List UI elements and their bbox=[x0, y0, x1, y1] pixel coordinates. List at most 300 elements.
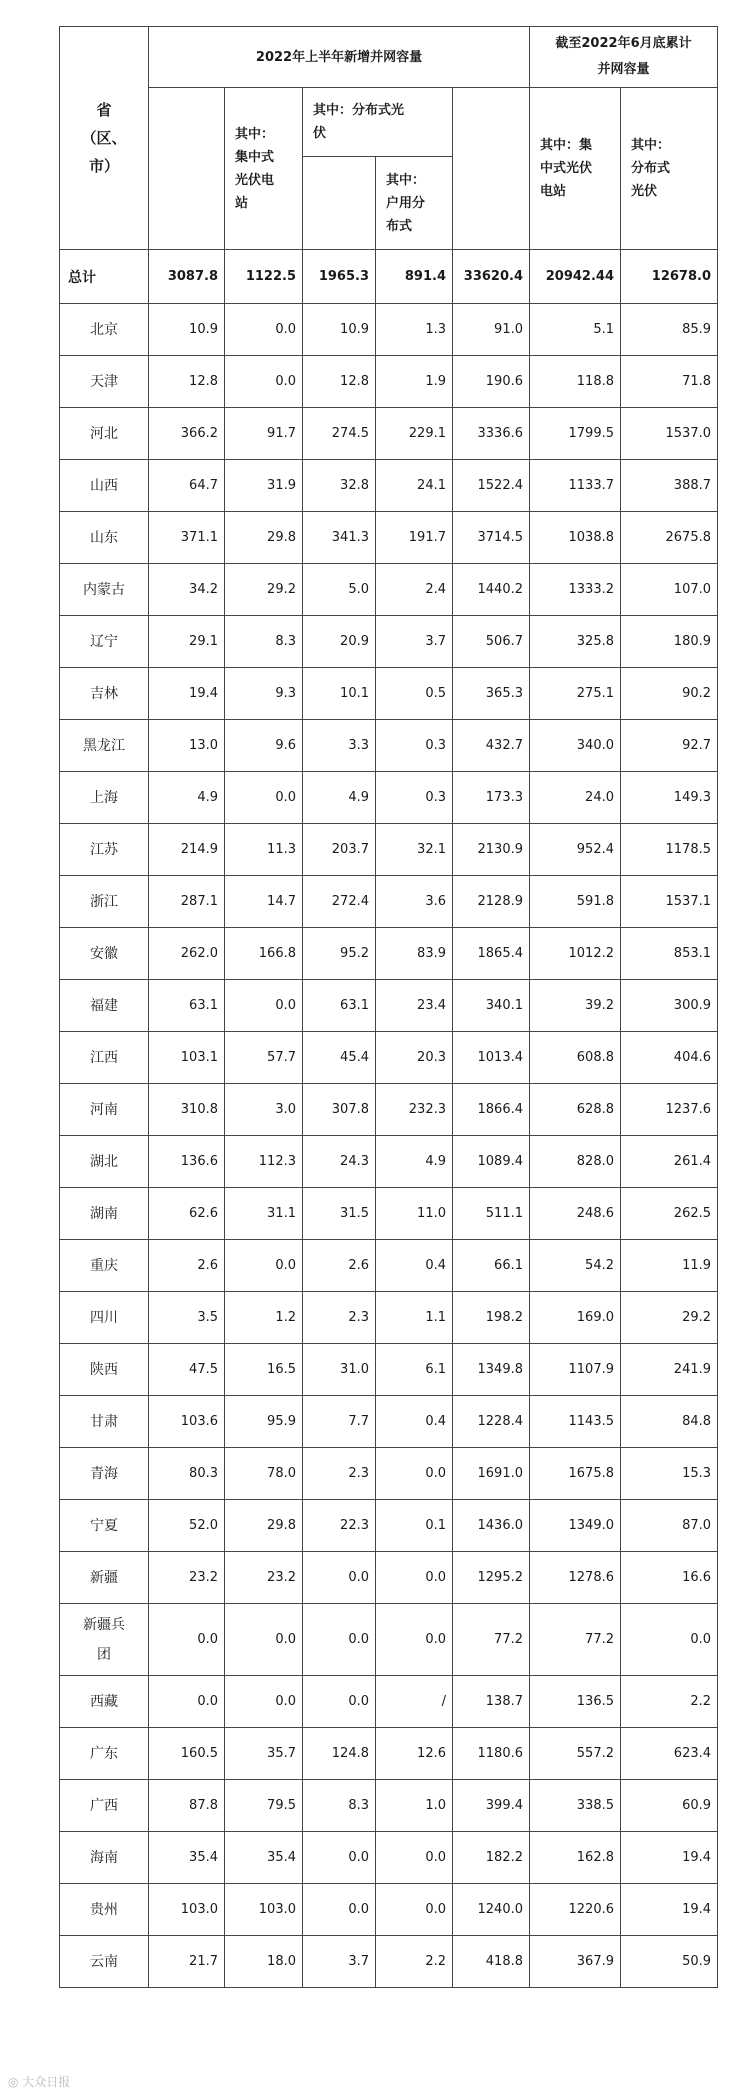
value-cell: 4.9 bbox=[149, 772, 225, 824]
value-cell: 22.3 bbox=[303, 1500, 376, 1552]
table-row bbox=[60, 1136, 718, 1188]
value-cell: 1.9 bbox=[376, 356, 453, 408]
value-cell: 0.5 bbox=[376, 668, 453, 720]
value-cell: 21.7 bbox=[149, 1936, 225, 1988]
value-cell: 1240.0 bbox=[453, 1884, 530, 1936]
value-cell: 2130.9 bbox=[453, 824, 530, 876]
value-cell: 1089.4 bbox=[453, 1136, 530, 1188]
value-cell: 62.6 bbox=[149, 1188, 225, 1240]
value-cell: 0.0 bbox=[376, 1448, 453, 1500]
value-cell: 124.8 bbox=[303, 1728, 376, 1780]
value-cell: 1143.5 bbox=[530, 1396, 621, 1448]
value-cell: 66.1 bbox=[453, 1240, 530, 1292]
total-cell: 12678.0 bbox=[621, 250, 718, 304]
table-row bbox=[60, 720, 718, 772]
value-cell: 557.2 bbox=[530, 1728, 621, 1780]
province-name: 海南 bbox=[60, 1832, 149, 1884]
value-cell: 29.1 bbox=[149, 616, 225, 668]
province-name: 辽宁 bbox=[60, 616, 149, 668]
value-cell: 54.2 bbox=[530, 1240, 621, 1292]
value-cell: 262.5 bbox=[621, 1188, 718, 1240]
value-cell: 4.9 bbox=[376, 1136, 453, 1188]
value-cell: 3.0 bbox=[225, 1084, 303, 1136]
value-cell: 0.0 bbox=[303, 1676, 376, 1728]
value-cell: 341.3 bbox=[303, 512, 376, 564]
value-cell: 2.6 bbox=[149, 1240, 225, 1292]
value-cell: 103.1 bbox=[149, 1032, 225, 1084]
value-cell: 232.3 bbox=[376, 1084, 453, 1136]
table-row bbox=[60, 1500, 718, 1552]
value-cell: 57.7 bbox=[225, 1032, 303, 1084]
value-cell: 1133.7 bbox=[530, 460, 621, 512]
value-cell: 3336.6 bbox=[453, 408, 530, 460]
value-cell: 103.0 bbox=[149, 1884, 225, 1936]
value-cell: 366.2 bbox=[149, 408, 225, 460]
province-name: 江西 bbox=[60, 1032, 149, 1084]
household-header: 其中： 户用分 布式 bbox=[376, 157, 453, 250]
value-cell: / bbox=[376, 1676, 453, 1728]
value-cell: 19.4 bbox=[621, 1832, 718, 1884]
distributed-header: 其中：分布式光 伏 bbox=[303, 88, 453, 157]
province-name: 甘肃 bbox=[60, 1396, 149, 1448]
value-cell: 83.9 bbox=[376, 928, 453, 980]
value-cell: 5.0 bbox=[303, 564, 376, 616]
value-cell: 0.0 bbox=[376, 1832, 453, 1884]
value-cell: 1537.1 bbox=[621, 876, 718, 928]
value-cell: 112.3 bbox=[225, 1136, 303, 1188]
value-cell: 1.0 bbox=[376, 1780, 453, 1832]
value-cell: 399.4 bbox=[453, 1780, 530, 1832]
value-cell: 91.0 bbox=[453, 304, 530, 356]
province-name: 吉林 bbox=[60, 668, 149, 720]
value-cell: 8.3 bbox=[303, 1780, 376, 1832]
province-name: 河南 bbox=[60, 1084, 149, 1136]
value-cell: 3714.5 bbox=[453, 512, 530, 564]
table-row bbox=[60, 460, 718, 512]
value-cell: 2.4 bbox=[376, 564, 453, 616]
cumulative-distributed-header: 其中： 分布式 光伏 bbox=[621, 88, 718, 250]
value-cell: 2.3 bbox=[303, 1292, 376, 1344]
total-row bbox=[60, 250, 718, 304]
table-header bbox=[60, 27, 718, 250]
province-name: 黑龙江 bbox=[60, 720, 149, 772]
value-cell: 11.0 bbox=[376, 1188, 453, 1240]
value-cell: 24.3 bbox=[303, 1136, 376, 1188]
value-cell: 0.0 bbox=[376, 1884, 453, 1936]
value-cell: 90.2 bbox=[621, 668, 718, 720]
value-cell: 23.2 bbox=[149, 1552, 225, 1604]
table-row bbox=[60, 980, 718, 1032]
watermark-logo: ◎ 大众日报 bbox=[8, 2075, 71, 2089]
value-cell: 2.2 bbox=[376, 1936, 453, 1988]
province-name: 湖南 bbox=[60, 1188, 149, 1240]
value-cell: 287.1 bbox=[149, 876, 225, 928]
table-row bbox=[60, 1728, 718, 1780]
value-cell: 0.1 bbox=[376, 1500, 453, 1552]
value-cell: 274.5 bbox=[303, 408, 376, 460]
value-cell: 180.9 bbox=[621, 616, 718, 668]
value-cell: 19.4 bbox=[149, 668, 225, 720]
province-name: 山东 bbox=[60, 512, 149, 564]
h1-total-header bbox=[149, 88, 225, 250]
value-cell: 1038.8 bbox=[530, 512, 621, 564]
value-cell: 60.9 bbox=[621, 1780, 718, 1832]
province-name: 江苏 bbox=[60, 824, 149, 876]
value-cell: 853.1 bbox=[621, 928, 718, 980]
value-cell: 248.6 bbox=[530, 1188, 621, 1240]
province-name: 浙江 bbox=[60, 876, 149, 928]
value-cell: 169.0 bbox=[530, 1292, 621, 1344]
value-cell: 34.2 bbox=[149, 564, 225, 616]
table-row bbox=[60, 876, 718, 928]
value-cell: 24.1 bbox=[376, 460, 453, 512]
value-cell: 95.9 bbox=[225, 1396, 303, 1448]
value-cell: 325.8 bbox=[530, 616, 621, 668]
value-cell: 19.4 bbox=[621, 1884, 718, 1936]
value-cell: 160.5 bbox=[149, 1728, 225, 1780]
value-cell: 1349.8 bbox=[453, 1344, 530, 1396]
value-cell: 0.0 bbox=[303, 1832, 376, 1884]
value-cell: 77.2 bbox=[453, 1604, 530, 1676]
value-cell: 1799.5 bbox=[530, 408, 621, 460]
table-row bbox=[60, 408, 718, 460]
value-cell: 29.8 bbox=[225, 512, 303, 564]
value-cell: 166.8 bbox=[225, 928, 303, 980]
value-cell: 1675.8 bbox=[530, 1448, 621, 1500]
value-cell: 47.5 bbox=[149, 1344, 225, 1396]
province-name: 安徽 bbox=[60, 928, 149, 980]
value-cell: 0.0 bbox=[376, 1552, 453, 1604]
value-cell: 15.3 bbox=[621, 1448, 718, 1500]
value-cell: 103.0 bbox=[225, 1884, 303, 1936]
value-cell: 35.4 bbox=[225, 1832, 303, 1884]
value-cell: 214.9 bbox=[149, 824, 225, 876]
value-cell: 191.7 bbox=[376, 512, 453, 564]
value-cell: 0.0 bbox=[303, 1884, 376, 1936]
province-name: 天津 bbox=[60, 356, 149, 408]
value-cell: 71.8 bbox=[621, 356, 718, 408]
value-cell: 628.8 bbox=[530, 1084, 621, 1136]
cumulative-total-header bbox=[453, 88, 530, 250]
table-row bbox=[60, 1832, 718, 1884]
value-cell: 1.3 bbox=[376, 304, 453, 356]
value-cell: 32.8 bbox=[303, 460, 376, 512]
value-cell: 2675.8 bbox=[621, 512, 718, 564]
value-cell: 10.9 bbox=[303, 304, 376, 356]
province-name: 山西 bbox=[60, 460, 149, 512]
value-cell: 29.2 bbox=[225, 564, 303, 616]
total-cell: 891.4 bbox=[376, 250, 453, 304]
table-row bbox=[60, 1084, 718, 1136]
table-row bbox=[60, 1448, 718, 1500]
value-cell: 32.1 bbox=[376, 824, 453, 876]
province-name: 北京 bbox=[60, 304, 149, 356]
table-row bbox=[60, 928, 718, 980]
province-name: 宁夏 bbox=[60, 1500, 149, 1552]
value-cell: 2.2 bbox=[621, 1676, 718, 1728]
value-cell: 338.5 bbox=[530, 1780, 621, 1832]
cumulative-group-header: 截至2022年6月底累计 并网容量 bbox=[530, 27, 718, 88]
value-cell: 1180.6 bbox=[453, 1728, 530, 1780]
province-name: 新疆 bbox=[60, 1552, 149, 1604]
table-row bbox=[60, 1604, 718, 1676]
value-cell: 91.7 bbox=[225, 408, 303, 460]
value-cell: 3.7 bbox=[303, 1936, 376, 1988]
value-cell: 0.0 bbox=[225, 356, 303, 408]
value-cell: 0.0 bbox=[149, 1676, 225, 1728]
value-cell: 107.0 bbox=[621, 564, 718, 616]
value-cell: 0.0 bbox=[303, 1552, 376, 1604]
value-cell: 31.5 bbox=[303, 1188, 376, 1240]
province-name: 西藏 bbox=[60, 1676, 149, 1728]
total-cell: 1965.3 bbox=[303, 250, 376, 304]
value-cell: 3.3 bbox=[303, 720, 376, 772]
value-cell: 136.6 bbox=[149, 1136, 225, 1188]
value-cell: 20.3 bbox=[376, 1032, 453, 1084]
value-cell: 1440.2 bbox=[453, 564, 530, 616]
value-cell: 12.6 bbox=[376, 1728, 453, 1780]
value-cell: 2.3 bbox=[303, 1448, 376, 1500]
value-cell: 78.0 bbox=[225, 1448, 303, 1500]
table-row bbox=[60, 1676, 718, 1728]
table-row bbox=[60, 1032, 718, 1084]
province-name: 上海 bbox=[60, 772, 149, 824]
value-cell: 198.2 bbox=[453, 1292, 530, 1344]
value-cell: 432.7 bbox=[453, 720, 530, 772]
table-row bbox=[60, 616, 718, 668]
value-cell: 365.3 bbox=[453, 668, 530, 720]
cumulative-centralized-header: 其中：集 中式光伏 电站 bbox=[530, 88, 621, 250]
province-header: 省 （区、 市） bbox=[60, 27, 149, 250]
value-cell: 5.1 bbox=[530, 304, 621, 356]
value-cell: 11.3 bbox=[225, 824, 303, 876]
value-cell: 3.7 bbox=[376, 616, 453, 668]
value-cell: 18.0 bbox=[225, 1936, 303, 1988]
table-row bbox=[60, 1344, 718, 1396]
table-row bbox=[60, 512, 718, 564]
table-row bbox=[60, 1936, 718, 1988]
value-cell: 31.1 bbox=[225, 1188, 303, 1240]
value-cell: 275.1 bbox=[530, 668, 621, 720]
value-cell: 0.0 bbox=[376, 1604, 453, 1676]
value-cell: 367.9 bbox=[530, 1936, 621, 1988]
value-cell: 13.0 bbox=[149, 720, 225, 772]
table-row bbox=[60, 356, 718, 408]
value-cell: 1349.0 bbox=[530, 1500, 621, 1552]
value-cell: 11.9 bbox=[621, 1240, 718, 1292]
value-cell: 16.5 bbox=[225, 1344, 303, 1396]
value-cell: 0.0 bbox=[225, 1604, 303, 1676]
total-cell: 1122.5 bbox=[225, 250, 303, 304]
value-cell: 1.1 bbox=[376, 1292, 453, 1344]
total-cell: 20942.44 bbox=[530, 250, 621, 304]
value-cell: 1295.2 bbox=[453, 1552, 530, 1604]
distributed-total-header bbox=[303, 157, 376, 250]
province-name: 云南 bbox=[60, 1936, 149, 1988]
value-cell: 1333.2 bbox=[530, 564, 621, 616]
value-cell: 371.1 bbox=[149, 512, 225, 564]
province-name: 内蒙古 bbox=[60, 564, 149, 616]
value-cell: 149.3 bbox=[621, 772, 718, 824]
value-cell: 229.1 bbox=[376, 408, 453, 460]
value-cell: 9.3 bbox=[225, 668, 303, 720]
province-name: 广西 bbox=[60, 1780, 149, 1832]
province-name: 广东 bbox=[60, 1728, 149, 1780]
value-cell: 0.0 bbox=[225, 1240, 303, 1292]
value-cell: 92.7 bbox=[621, 720, 718, 772]
province-name: 重庆 bbox=[60, 1240, 149, 1292]
value-cell: 1278.6 bbox=[530, 1552, 621, 1604]
value-cell: 262.0 bbox=[149, 928, 225, 980]
value-cell: 136.5 bbox=[530, 1676, 621, 1728]
table-row bbox=[60, 1884, 718, 1936]
value-cell: 79.5 bbox=[225, 1780, 303, 1832]
province-name: 青海 bbox=[60, 1448, 149, 1500]
value-cell: 203.7 bbox=[303, 824, 376, 876]
value-cell: 118.8 bbox=[530, 356, 621, 408]
value-cell: 0.0 bbox=[225, 304, 303, 356]
value-cell: 0.0 bbox=[149, 1604, 225, 1676]
value-cell: 23.2 bbox=[225, 1552, 303, 1604]
total-label: 总计 bbox=[60, 250, 149, 304]
province-name: 湖北 bbox=[60, 1136, 149, 1188]
value-cell: 35.7 bbox=[225, 1728, 303, 1780]
value-cell: 506.7 bbox=[453, 616, 530, 668]
value-cell: 0.0 bbox=[225, 1676, 303, 1728]
value-cell: 12.8 bbox=[303, 356, 376, 408]
value-cell: 29.8 bbox=[225, 1500, 303, 1552]
centralized-header: 其中： 集中式 光伏电 站 bbox=[225, 88, 303, 250]
value-cell: 1522.4 bbox=[453, 460, 530, 512]
value-cell: 1866.4 bbox=[453, 1084, 530, 1136]
value-cell: 591.8 bbox=[530, 876, 621, 928]
value-cell: 261.4 bbox=[621, 1136, 718, 1188]
value-cell: 0.0 bbox=[225, 980, 303, 1032]
table-row bbox=[60, 824, 718, 876]
value-cell: 307.8 bbox=[303, 1084, 376, 1136]
value-cell: 310.8 bbox=[149, 1084, 225, 1136]
value-cell: 39.2 bbox=[530, 980, 621, 1032]
value-cell: 1012.2 bbox=[530, 928, 621, 980]
value-cell: 623.4 bbox=[621, 1728, 718, 1780]
value-cell: 0.3 bbox=[376, 772, 453, 824]
value-cell: 0.4 bbox=[376, 1240, 453, 1292]
value-cell: 2.6 bbox=[303, 1240, 376, 1292]
province-name: 福建 bbox=[60, 980, 149, 1032]
value-cell: 828.0 bbox=[530, 1136, 621, 1188]
value-cell: 162.8 bbox=[530, 1832, 621, 1884]
table-row bbox=[60, 772, 718, 824]
value-cell: 0.3 bbox=[376, 720, 453, 772]
value-cell: 85.9 bbox=[621, 304, 718, 356]
h1-2022-group-header: 2022年上半年新增并网容量 bbox=[149, 27, 530, 88]
value-cell: 23.4 bbox=[376, 980, 453, 1032]
table-row bbox=[60, 564, 718, 616]
capacity-table bbox=[59, 26, 718, 1988]
value-cell: 24.0 bbox=[530, 772, 621, 824]
value-cell: 84.8 bbox=[621, 1396, 718, 1448]
value-cell: 7.7 bbox=[303, 1396, 376, 1448]
value-cell: 1013.4 bbox=[453, 1032, 530, 1084]
value-cell: 1865.4 bbox=[453, 928, 530, 980]
value-cell: 340.0 bbox=[530, 720, 621, 772]
total-cell: 3087.8 bbox=[149, 250, 225, 304]
value-cell: 10.9 bbox=[149, 304, 225, 356]
value-cell: 241.9 bbox=[621, 1344, 718, 1396]
value-cell: 45.4 bbox=[303, 1032, 376, 1084]
value-cell: 0.0 bbox=[303, 1604, 376, 1676]
value-cell: 300.9 bbox=[621, 980, 718, 1032]
value-cell: 1.2 bbox=[225, 1292, 303, 1344]
table-row bbox=[60, 1188, 718, 1240]
province-name: 新疆兵 团 bbox=[60, 1604, 149, 1676]
value-cell: 0.0 bbox=[621, 1604, 718, 1676]
value-cell: 182.2 bbox=[453, 1832, 530, 1884]
value-cell: 0.4 bbox=[376, 1396, 453, 1448]
value-cell: 31.9 bbox=[225, 460, 303, 512]
value-cell: 77.2 bbox=[530, 1604, 621, 1676]
value-cell: 3.5 bbox=[149, 1292, 225, 1344]
value-cell: 1178.5 bbox=[621, 824, 718, 876]
value-cell: 418.8 bbox=[453, 1936, 530, 1988]
value-cell: 404.6 bbox=[621, 1032, 718, 1084]
value-cell: 1691.0 bbox=[453, 1448, 530, 1500]
value-cell: 63.1 bbox=[149, 980, 225, 1032]
value-cell: 16.6 bbox=[621, 1552, 718, 1604]
value-cell: 2128.9 bbox=[453, 876, 530, 928]
value-cell: 12.8 bbox=[149, 356, 225, 408]
table-row bbox=[60, 304, 718, 356]
value-cell: 952.4 bbox=[530, 824, 621, 876]
value-cell: 3.6 bbox=[376, 876, 453, 928]
value-cell: 0.0 bbox=[225, 772, 303, 824]
value-cell: 80.3 bbox=[149, 1448, 225, 1500]
value-cell: 103.6 bbox=[149, 1396, 225, 1448]
value-cell: 1228.4 bbox=[453, 1396, 530, 1448]
province-name: 陕西 bbox=[60, 1344, 149, 1396]
table-row bbox=[60, 1552, 718, 1604]
table-row bbox=[60, 1780, 718, 1832]
value-cell: 50.9 bbox=[621, 1936, 718, 1988]
value-cell: 138.7 bbox=[453, 1676, 530, 1728]
value-cell: 1436.0 bbox=[453, 1500, 530, 1552]
value-cell: 340.1 bbox=[453, 980, 530, 1032]
province-name: 四川 bbox=[60, 1292, 149, 1344]
table-row bbox=[60, 668, 718, 720]
table-row bbox=[60, 1396, 718, 1448]
value-cell: 64.7 bbox=[149, 460, 225, 512]
value-cell: 63.1 bbox=[303, 980, 376, 1032]
value-cell: 1537.0 bbox=[621, 408, 718, 460]
value-cell: 1220.6 bbox=[530, 1884, 621, 1936]
province-name: 河北 bbox=[60, 408, 149, 460]
total-cell: 33620.4 bbox=[453, 250, 530, 304]
value-cell: 31.0 bbox=[303, 1344, 376, 1396]
value-cell: 1237.6 bbox=[621, 1084, 718, 1136]
value-cell: 8.3 bbox=[225, 616, 303, 668]
value-cell: 4.9 bbox=[303, 772, 376, 824]
table-body bbox=[60, 250, 718, 1988]
province-name: 贵州 bbox=[60, 1884, 149, 1936]
value-cell: 388.7 bbox=[621, 460, 718, 512]
value-cell: 511.1 bbox=[453, 1188, 530, 1240]
value-cell: 272.4 bbox=[303, 876, 376, 928]
table-row bbox=[60, 1292, 718, 1344]
value-cell: 6.1 bbox=[376, 1344, 453, 1396]
value-cell: 52.0 bbox=[149, 1500, 225, 1552]
value-cell: 29.2 bbox=[621, 1292, 718, 1344]
value-cell: 190.6 bbox=[453, 356, 530, 408]
